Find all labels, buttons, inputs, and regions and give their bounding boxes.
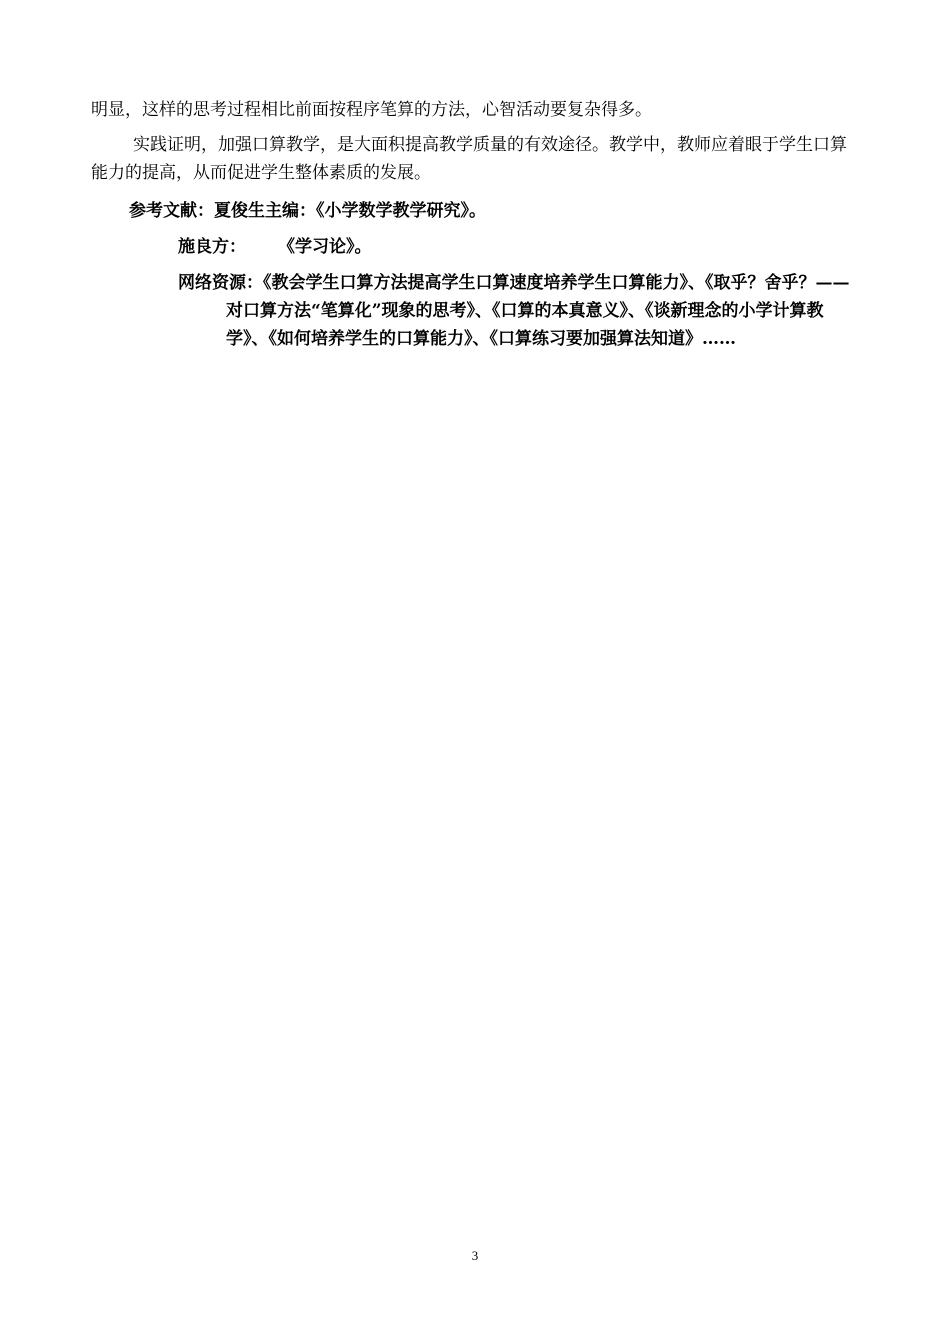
body-paragraph-1: 明显，这样的思考过程相比前面按程序笔算的方法，心智活动要复杂得多。 [91,100,652,120]
body-paragraph-2: 实践证明，加强口算教学，是大面积提高教学质量的有效途径。教学中，教师应着眼于学生口算能力的提高，从而促进学生整体素质的发展。 [91,135,847,183]
page-number: 3 [471,1248,479,1263]
reference-text: 《学习论》。 [278,237,372,257]
reference-label: 参考文献： [129,201,214,221]
reference-text: 《教会学生口算方法提高学生口算速度培养学生口算能力》、《取乎？舍乎？——对口算方法“笔算化”现象的思考》、《口算的本真意义》、《谈新理念的小学计算教学》、《如何培养学生的口算能力》、《口算练习要加强算法知道》…… [226,273,850,349]
reference-entry-3 [178,269,860,353]
reference-label: 施良方： [178,237,246,257]
reference-entry-1 [129,197,859,225]
reference-label: 网络资源： [178,273,263,293]
reference-text: 夏俊生主编：《小学数学教学研究》。 [214,201,486,221]
reference-entry-2 [178,233,858,261]
